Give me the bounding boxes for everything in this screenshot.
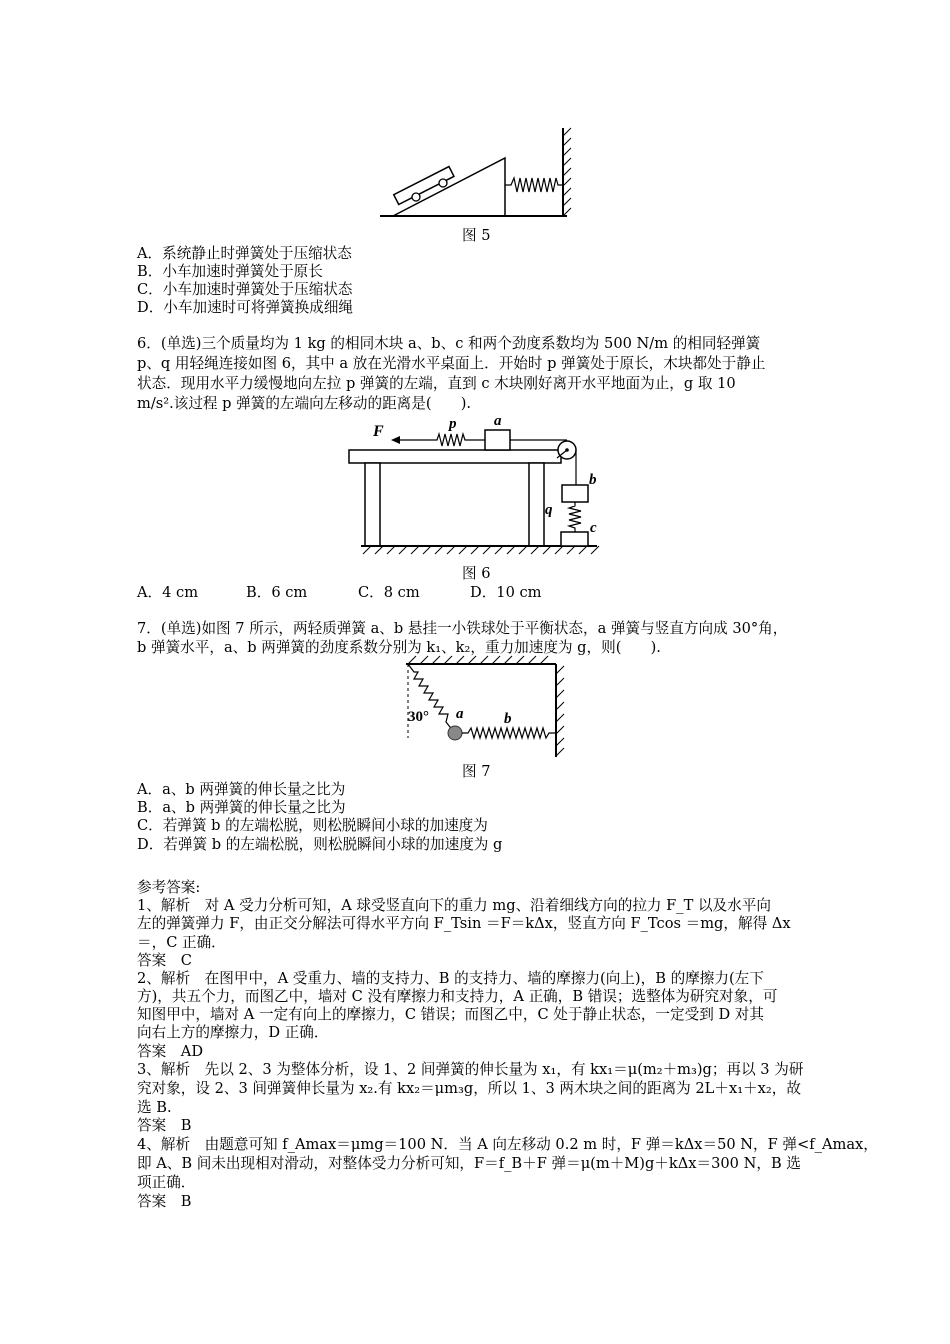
wall-hatch — [556, 666, 564, 756]
label-a: a — [456, 706, 464, 722]
label-p: p — [449, 416, 457, 432]
question-6-line-1: 6．(单选)三个质量均为 1 kg 的相同木块 a、b、c 和两个劲度系数均为 500 N/m 的相同轻弹簧 — [137, 335, 761, 352]
q6-option-d: D．10 cm — [470, 584, 542, 601]
angle-label: 30° — [408, 709, 429, 725]
block-b — [562, 485, 588, 502]
figure-7 — [398, 652, 573, 762]
answer-line: 即 A、B 间未出现相对滑动，对整体受力分析可知，F＝f_B＋F 弹＝μ(m＋M)g＋kΔx＝300 N，B 选 — [137, 1155, 801, 1172]
answer-line: 答案 C — [137, 952, 192, 969]
q7-option-d: D．若弹簧 b 的左端松脱，则松脱瞬间小球的加速度为 g — [137, 836, 503, 853]
label-b: b — [589, 472, 597, 488]
question-6-line-3: 状态．现用水平力缓慢地向左拉 p 弹簧的左端，直到 c 木块刚好离开水平地面为止，g 取 10 — [137, 375, 736, 392]
q7-option-c: C．若弹簧 b 的左端松脱，则松脱瞬间小球的加速度为 — [137, 817, 488, 834]
spring — [505, 178, 563, 192]
figure-6 — [343, 410, 608, 565]
label-a: a — [494, 413, 502, 429]
figure-7-caption: 图 7 — [462, 763, 491, 780]
question-6-line-4: m/s².该过程 p 弹簧的左端向左移动的距离是( ). — [137, 395, 472, 412]
option-d: D．小车加速时可将弹簧换成细绳 — [137, 299, 354, 316]
answer-line: 1、解析 对 A 受力分析可知，A 球受竖直向下的重力 mg、沿着细线方向的拉力 F_T 以及水平向 — [137, 897, 771, 914]
question-6-line-2: p、q 用轻绳连接如图 6，其中 a 放在光滑水平桌面上．开始时 p 弹簧处于原长，木块都处于静止 — [137, 355, 766, 372]
q7-option-a: A．a、b 两弹簧的伸长量之比为 — [137, 781, 346, 798]
block-a — [485, 430, 510, 450]
answer-line: 答案 AD — [137, 1043, 204, 1060]
q6-option-a: A．4 cm — [137, 584, 199, 601]
answer-line: 答案 B — [137, 1193, 192, 1210]
q7-option-b: B．a、b 两弹簧的伸长量之比为 — [137, 799, 346, 816]
ceiling-hatch — [408, 656, 548, 664]
iron-ball — [448, 726, 462, 740]
wall-hatch — [563, 128, 571, 216]
figure-5-caption: 图 5 — [462, 227, 491, 244]
label-b: b — [504, 711, 512, 727]
label-f: F — [373, 423, 384, 440]
table-top — [349, 450, 561, 463]
answer-line: 选 B. — [137, 1099, 172, 1116]
spring-b — [462, 728, 556, 738]
answer-line: 方)，共五个力，而图乙中，墙对 C 没有摩擦力和支持力，A 正确，B 错误；选整体为研究对象，可 — [137, 988, 778, 1005]
answer-line: 答案 B — [137, 1117, 192, 1134]
table-leg — [365, 463, 380, 546]
table-leg — [529, 463, 544, 546]
option-c: C．小车加速时弹簧处于压缩状态 — [137, 281, 353, 298]
answer-line: ＝，C 正确． — [137, 934, 226, 951]
cart-wheel — [412, 193, 420, 201]
option-a: A．系统静止时弹簧处于压缩状态 — [137, 245, 352, 262]
option-b: B．小车加速时弹簧处于原长 — [137, 263, 323, 280]
cart-wheel — [439, 179, 447, 187]
figure-6-caption: 图 6 — [462, 565, 491, 582]
label-c: c — [590, 520, 597, 536]
spring-q — [569, 502, 581, 532]
answer-line: 3、解析 先以 2、3 为整体分析，设 1、2 间弹簧的伸长量为 x₁，有 kx₁＝μ(m₂＋m₃)g；再以 3 为研 — [137, 1061, 804, 1078]
answer-line: 向右上方的摩擦力，D 正确． — [137, 1024, 329, 1041]
answer-line: 4、解析 由题意可知 f_Amax＝μmg＝100 N．当 A 向左移动 0.2 m 时，F 弹＝kΔx＝50 N，F 弹<f_Amax， — [137, 1136, 878, 1153]
answer-line: 2、解析 在图甲中，A 受重力、墙的支持力、B 的支持力、墙的摩擦力(向上)，B 的摩擦力(左下 — [137, 970, 764, 987]
question-7-line-1: 7．(单选)如图 7 所示，两轻质弹簧 a、b 悬挂一小铁球处于平衡状态，a 弹簧与竖直方向成 30°角， — [137, 620, 788, 637]
spring-p — [433, 434, 485, 446]
question-7-line-2: b 弹簧水平，a、b 两弹簧的劲度系数分别为 k₁、k₂，重力加速度为 g，则( ). — [137, 639, 661, 656]
answer-line: 究对象，设 2、3 间弹簧伸长量为 x₂.有 kx₂＝μm₃g，所以 1、3 两木块之间的距离为 2L＋x₁＋x₂，故 — [137, 1080, 801, 1097]
label-q: q — [545, 502, 553, 518]
block-c — [561, 532, 588, 546]
answer-line: 项正确． — [137, 1174, 196, 1191]
figure-5 — [375, 122, 575, 227]
answer-line: 知图甲中，墙对 A 一定有向上的摩擦力，C 错误；而图乙中，C 处于静止状态，一定受到 D 对其 — [137, 1006, 764, 1023]
q6-option-b: B．6 cm — [246, 584, 308, 601]
arrow-head — [391, 436, 400, 444]
q6-option-c: C．8 cm — [358, 584, 420, 601]
answers-title: 参考答案: — [137, 879, 201, 896]
answer-line: 左的弹簧弹力 F，由正交分解法可得水平方向 F_Tsin ＝F＝kΔx，竖直方向 F_Tcos ＝mg，解得 Δx — [137, 915, 791, 932]
floor-hatch — [363, 546, 599, 554]
